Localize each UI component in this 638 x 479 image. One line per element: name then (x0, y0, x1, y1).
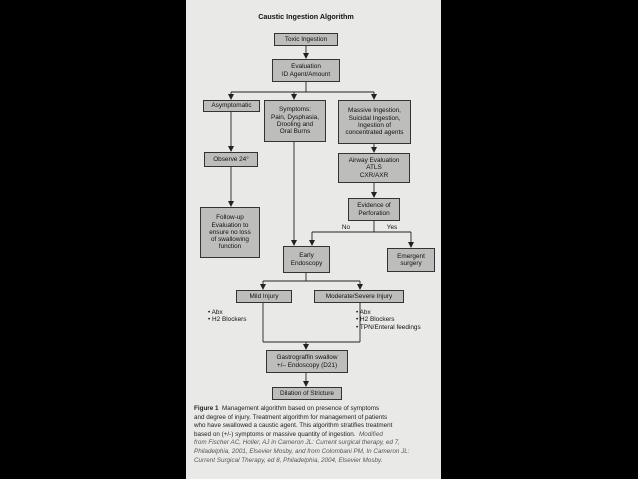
node-symptoms: Symptoms: Pain, Dysphasia, Drooling and Oral Burns (264, 100, 326, 142)
note-abx: • Abx (356, 309, 371, 316)
node-gastrograffin-swallow: Gastrograffin swallow +/– Endoscopy (D21) (266, 350, 348, 373)
note-tpn-enteral: • TPN/Enteral feedings (356, 323, 421, 331)
edge-label-no: No (341, 224, 351, 231)
node-airway-evaluation: Airway Evaluation ATLS CXR/AXR (338, 153, 410, 183)
node-toxic-ingestion: Toxic Ingestion (274, 33, 338, 46)
note-h2-blockers: • H2 Blockers (208, 316, 247, 324)
node-massive-ingestion: Massive Ingestion, Suicidal Ingestion, Ingestion of concentrated agents (338, 100, 411, 144)
node-evaluation: Evaluation ID Agent/Amount (272, 59, 340, 82)
node-dilation-of-stricture: Dilation of Stricture (272, 387, 342, 400)
figure-caption: Figure 1 Management algorithm based on presence of symptoms and degree of injury. Treatment algorithm for management of patients who have swallowed a caustic agent. This algorithm stratifies treatment based on (+/-) symptoms or massive quantity of ingestion. Modified from Fischer AC, Holler, AJ in Cameron JL: Current surgical therapy, ed 7, Philadelphia, 2001, Elsevier Mosby, and from Colombani PM, In Cameron JL: Current Surgical Therapy, ed 8, Philadelphia, 2004, Elsevier Mosby. (194, 405, 410, 464)
node-emergent-surgery: Emergent surgery (387, 248, 435, 272)
node-evidence-of-perforation: Evidence of Perforation (348, 198, 400, 221)
node-asymptomatic: Asymptomatic (203, 100, 260, 112)
mild-injury-notes (208, 309, 246, 324)
edge-label-yes: Yes (386, 224, 398, 231)
book-page (186, 0, 441, 479)
note-h2-blockers: • H2 Blockers (356, 316, 395, 324)
caption-label: Figure 1 (194, 405, 219, 412)
diagram-title: Caustic Ingestion Algorithm (258, 12, 354, 21)
node-moderate-severe-injury: Moderate/Severe Injury (314, 290, 404, 303)
node-observe: Observe 24° (204, 152, 258, 167)
moderate-injury-notes (356, 309, 421, 331)
node-mild-injury: Mild Injury (236, 290, 292, 303)
node-early-endoscopy: Early Endoscopy (283, 246, 330, 273)
node-follow-up: Follow-up Evaluation to ensure no loss of swallowing function (200, 207, 260, 258)
note-abx: • Abx (208, 309, 223, 316)
